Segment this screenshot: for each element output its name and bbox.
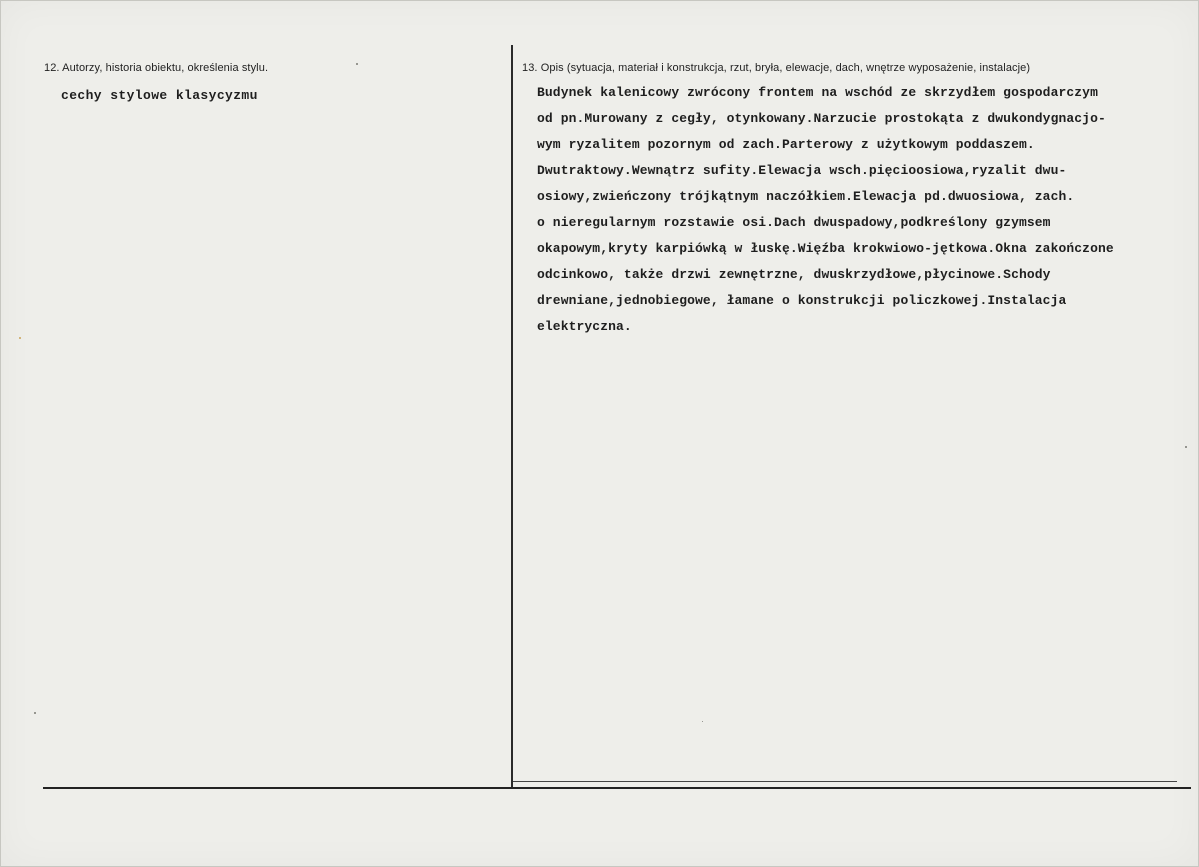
style-description: cechy stylowe klasycyzmu	[61, 88, 258, 103]
description-line: o nieregularnym rozstawie osi.Dach dwuspadowy,podkreślony gzymsem	[537, 215, 1051, 230]
paper-speck	[1185, 446, 1187, 448]
description-line: Budynek kalenicowy zwrócony frontem na wschód ze skrzydłem gospodarczym	[537, 85, 1098, 100]
description-line: Dwutraktowy.Wewnątrz sufity.Elewacja wsch.pięcioosiowa,ryzalit dwu-	[537, 163, 1067, 178]
paper-speck	[356, 63, 358, 65]
section-13-label: 13. Opis (sytuacja, materiał i konstrukcja, rzut, bryła, elewacje, dach, wnętrze wyposażenie, instalacje)	[522, 62, 1031, 74]
paper-speck	[702, 721, 703, 722]
bottom-rule	[43, 787, 1191, 789]
bottom-rule-right	[513, 781, 1177, 782]
description-line: od pn.Murowany z cegły, otynkowany.Narzucie prostokąta z dwukondygnacjo-	[537, 111, 1106, 126]
description-line: odcinkowo, także drzwi zewnętrzne, dwuskrzydłowe,płycinowe.Schody	[537, 267, 1051, 282]
description-line: osiowy,zwieńczony trójkątnym naczółkiem.Elewacja pd.dwuosiowa, zach.	[537, 189, 1075, 204]
column-divider	[511, 45, 513, 787]
section-12-label: 12. Autorzy, historia obiektu, określenia stylu.	[44, 62, 269, 74]
description-line: wym ryzalitem pozornym od zach.Parterowy z użytkowym poddaszem.	[537, 137, 1035, 152]
paper-speck	[34, 712, 36, 714]
description-line: okapowym,kryty karpiówką w łuskę.Więźba krokwiowo-jętkowa.Okna zakończone	[537, 241, 1114, 256]
paper-speck	[19, 337, 21, 339]
description-line: elektryczna.	[537, 319, 632, 334]
building-description	[537, 80, 1114, 340]
description-line: drewniane,jednobiegowe, łamane o konstrukcji policzkowej.Instalacja	[537, 293, 1067, 308]
